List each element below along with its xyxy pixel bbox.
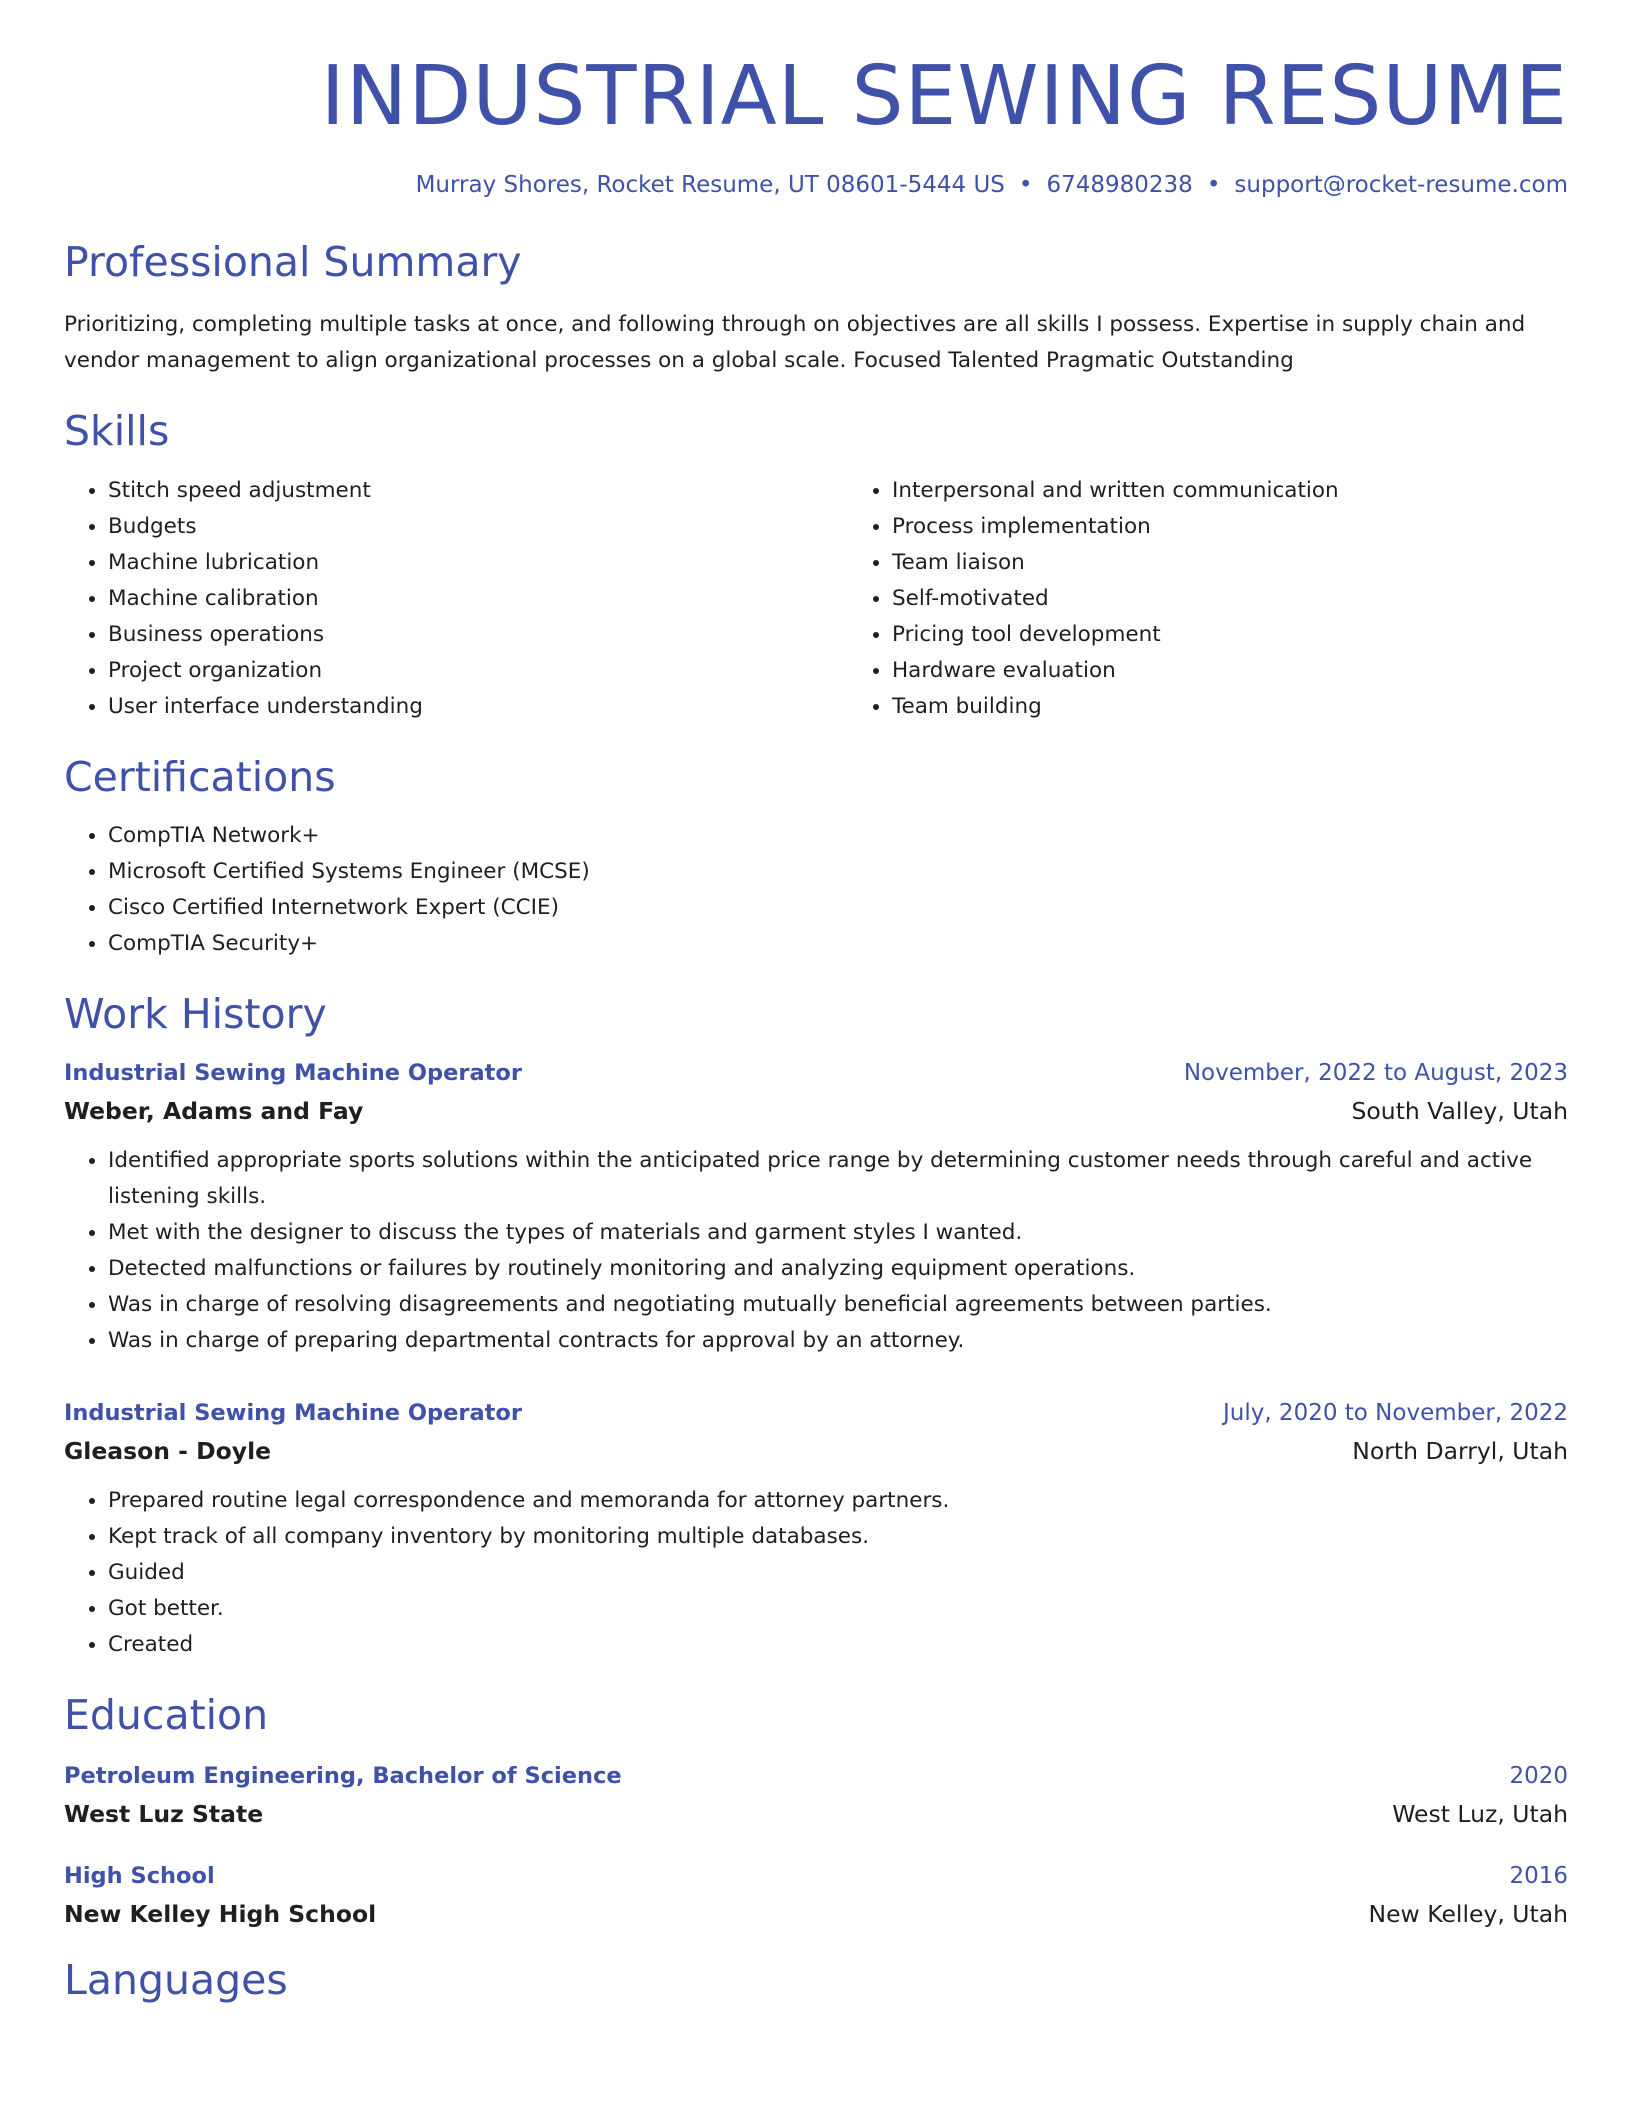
contact-address: Murray Shores, Rocket Resume, UT 08601-5444 US xyxy=(415,172,1005,199)
education-school-row xyxy=(64,1894,1568,1934)
job-bullet: • Met with the designer to discuss the types of materials and garment styles I wanted. xyxy=(108,1215,1568,1251)
skill-item: • Interpersonal and written communication xyxy=(892,473,1568,509)
section-heading-work-history: Work History xyxy=(64,989,327,1038)
section-heading-skills: Skills xyxy=(64,407,170,456)
education-year: 2020 xyxy=(1509,1763,1568,1790)
skill-item: • Team liaison xyxy=(892,545,1568,581)
summary-text: Prioritizing, completing multiple tasks at once, and following through on objectives are all skills I possess. Expertise in supply chain and vendor management to align organizational processes on a global scale. Focused Talented Pragmatic Outstanding xyxy=(64,312,1526,374)
certification-item: • CompTIA Security+ xyxy=(108,926,1568,962)
skill-item: • Team building xyxy=(892,689,1568,725)
skill-item: • Self-motivated xyxy=(892,581,1568,617)
section-heading-summary: Professional Summary xyxy=(64,238,522,287)
education-school: New Kelley High School xyxy=(64,1900,377,1929)
job-bullet: • Guided xyxy=(108,1555,1568,1591)
job-entry xyxy=(64,1395,1568,1663)
skill-item: • Budgets xyxy=(108,509,848,545)
skill-item: • Machine lubrication xyxy=(108,545,848,581)
skill-item: • Business operations xyxy=(108,617,848,653)
skill-item: • Project organization xyxy=(108,653,848,689)
job-bullet: • Was in charge of resolving disagreements and negotiating mutually beneficial agreements between parties. xyxy=(108,1287,1568,1323)
contact-email[interactable]: support@rocket-resume.com xyxy=(1234,172,1568,199)
skill-item: • Machine calibration xyxy=(108,581,848,617)
job-location: North Darryl, Utah xyxy=(1352,1436,1568,1465)
job-dates: July, 2020 to November, 2022 xyxy=(1222,1399,1568,1426)
job-role: Industrial Sewing Machine Operator xyxy=(64,1399,522,1426)
skills-section xyxy=(64,407,1568,724)
certification-item: • CompTIA Network+ xyxy=(108,818,1568,854)
education-entry xyxy=(64,1858,1568,1934)
skills-grid xyxy=(64,473,1568,725)
job-bullet: • Detected malfunctions or failures by routinely monitoring and analyzing equipment operations. xyxy=(108,1251,1568,1287)
skills-column-right xyxy=(848,473,1568,725)
education-degree: High School xyxy=(64,1863,215,1890)
job-header-row xyxy=(64,1395,1568,1431)
education-location: West Luz, Utah xyxy=(1392,1800,1568,1829)
job-dates: November, 2022 to August, 2023 xyxy=(1183,1059,1568,1086)
section-heading-education: Education xyxy=(64,1690,269,1739)
education-location: New Kelley, Utah xyxy=(1368,1900,1568,1929)
job-company-row xyxy=(64,1431,1568,1471)
skill-item: • User interface understanding xyxy=(108,689,848,725)
languages-section xyxy=(64,1956,1568,2005)
skill-item: • Pricing tool development xyxy=(892,617,1568,653)
skill-item: • Stitch speed adjustment xyxy=(108,473,848,509)
job-bullet: • Identified appropriate sports solutions within the anticipated price range by determining customer needs through careful and active listening skills. xyxy=(108,1143,1568,1215)
education-header-row xyxy=(64,1758,1568,1794)
job-location: South Valley, Utah xyxy=(1351,1096,1568,1125)
certifications-section xyxy=(64,753,1568,962)
job-bullet: • Kept track of all company inventory by monitoring multiple databases. xyxy=(108,1519,1568,1555)
job-bullet: • Got better. xyxy=(108,1591,1568,1627)
resume-title: INDUSTRIAL SEWING RESUME xyxy=(320,49,1568,144)
certifications-list xyxy=(64,818,1568,962)
job-header-row xyxy=(64,1055,1568,1091)
job-bullets xyxy=(64,1483,1568,1663)
job-bullet: • Created xyxy=(108,1627,1568,1663)
section-heading-languages: Languages xyxy=(64,1956,288,2005)
resume-header xyxy=(64,0,1568,198)
education-school: West Luz State xyxy=(64,1800,264,1829)
education-section xyxy=(64,1691,1568,1934)
education-degree: Petroleum Engineering, Bachelor of Science xyxy=(64,1763,622,1790)
skill-item: • Process implementation xyxy=(892,509,1568,545)
education-school-row xyxy=(64,1794,1568,1834)
job-company: Weber, Adams and Fay xyxy=(64,1096,364,1125)
job-company: Gleason - Doyle xyxy=(64,1436,272,1465)
contact-separator: • xyxy=(1206,172,1221,199)
professional-summary-section xyxy=(64,238,1568,379)
job-bullets xyxy=(64,1143,1568,1359)
contact-separator: • xyxy=(1018,172,1033,199)
certification-item: • Microsoft Certified Systems Engineer (MCSE) xyxy=(108,854,1568,890)
section-heading-certifications: Certifications xyxy=(64,752,336,801)
education-entry xyxy=(64,1758,1568,1834)
skills-column-left xyxy=(64,473,848,725)
certification-item: • Cisco Certified Internetwork Expert (CCIE) xyxy=(108,890,1568,926)
contact-phone: 6748980238 xyxy=(1046,172,1193,199)
job-role: Industrial Sewing Machine Operator xyxy=(64,1059,522,1086)
job-bullet: • Prepared routine legal correspondence and memoranda for attorney partners. xyxy=(108,1483,1568,1519)
job-company-row xyxy=(64,1091,1568,1131)
job-bullet: • Was in charge of preparing departmental contracts for approval by an attorney. xyxy=(108,1323,1568,1359)
skill-item: • Hardware evaluation xyxy=(892,653,1568,689)
job-entry xyxy=(64,1055,1568,1359)
education-header-row xyxy=(64,1858,1568,1894)
work-history-section xyxy=(64,990,1568,1663)
contact-line xyxy=(64,172,1568,198)
education-year: 2016 xyxy=(1509,1863,1568,1890)
